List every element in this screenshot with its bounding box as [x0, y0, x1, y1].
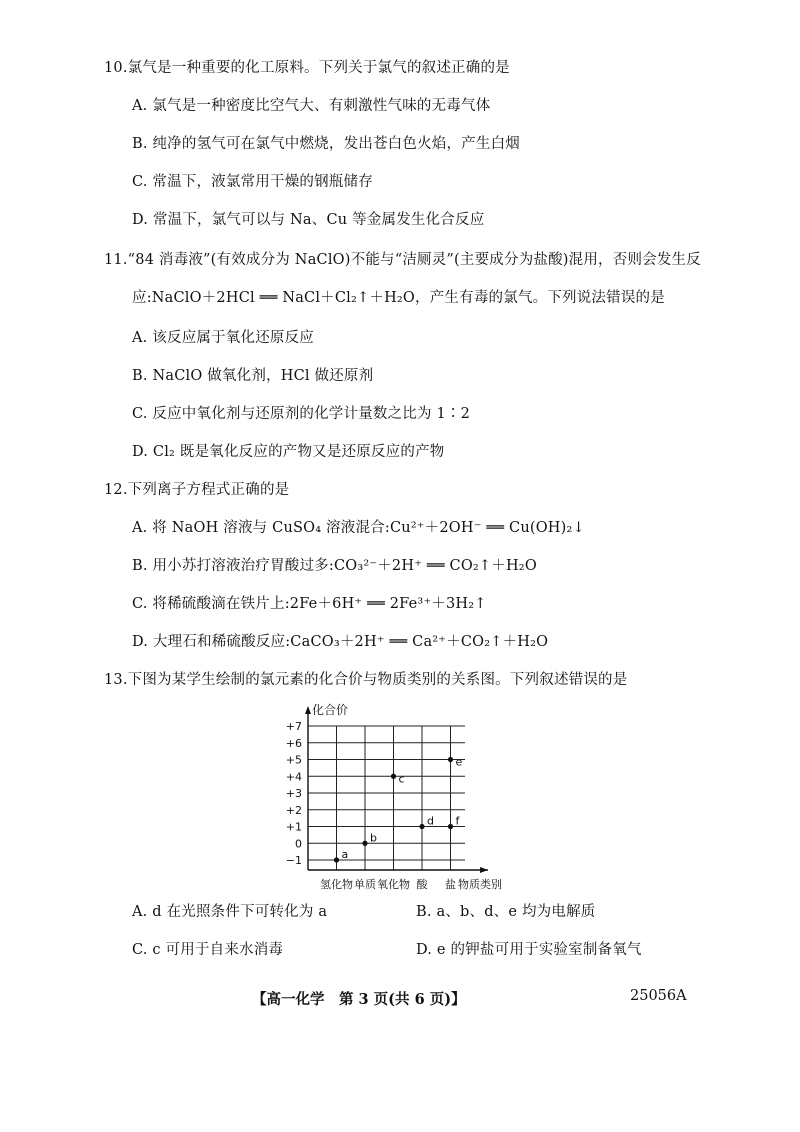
data-point-d — [419, 824, 424, 829]
question-11-option-a: A. 该反应属于氧化还原反应 — [132, 330, 314, 346]
y-tick-label: +3 — [285, 787, 302, 800]
page-footer-title: 【高一化学 第 3 页(共 6 页)】 — [252, 991, 466, 1008]
question-13-stem: 13.下图为某学生绘制的氯元素的化合价与物质类别的关系图。下列叙述错误的是 — [104, 672, 628, 688]
question-11-stem: 11.“84 消毒液”(有效成分为 NaClO)不能与“洁厕灵”(主要成分为盐酸)混用，否则会发生反 — [104, 252, 701, 268]
question-10-option-d: D. 常温下，氯气可以与 Na、Cu 等金属发生化合反应 — [132, 212, 485, 228]
question-12-option-a: A. 将 NaOH 溶液与 CuSO₄ 溶液混合:Cu²⁺＋2OH⁻ ══ Cu(OH)₂↓ — [132, 520, 585, 536]
question-12-option-b: B. 用小苏打溶液治疗胃酸过多:CO₃²⁻＋2H⁺ ══ CO₂↑＋H₂O — [132, 558, 537, 574]
data-point-label: f — [455, 814, 460, 828]
question-11-option-b: B. NaClO 做氧化剂，HCl 做还原剂 — [132, 368, 374, 384]
question-12-stem: 12.下列离子方程式正确的是 — [104, 482, 290, 498]
data-point-label: e — [455, 755, 463, 769]
x-axis-arrow — [480, 867, 488, 873]
data-point-e — [448, 757, 453, 762]
question-11-option-c: C. 反应中氧化剂与还原剂的化学计量数之比为 1∶2 — [132, 406, 471, 422]
question-13-option-b: B. a、b、d、e 均为电解质 — [416, 904, 596, 920]
question-11-stem-continued: 应:NaClO＋2HCl ══ NaCl＋Cl₂↑＋H₂O，产生有毒的氯气。下列说法错误的是 — [132, 290, 665, 306]
x-tick-label: 氧化物 — [377, 878, 410, 891]
question-10-option-b: B. 纯净的氢气可在氯气中燃烧，发出苍白色火焰，产生白烟 — [132, 136, 520, 152]
question-13-option-c: C. c 可用于自来水消毒 — [132, 942, 284, 958]
x-tick-label: 氢化物 — [320, 878, 353, 891]
y-tick-label: +2 — [285, 803, 302, 817]
y-tick-label: 0 — [295, 837, 302, 851]
y-axis-arrow — [305, 706, 311, 714]
data-point-c — [391, 774, 396, 779]
data-point-b — [362, 841, 367, 846]
y-tick-label: +6 — [285, 736, 302, 750]
data-point-f — [448, 824, 453, 829]
y-tick-label: +5 — [285, 753, 302, 767]
x-tick-label: 酸 — [416, 878, 428, 891]
y-tick-label: −1 — [285, 854, 302, 867]
question-10-stem: 10.氯气是一种重要的化工原料。下列关于氯气的叙述正确的是 — [104, 60, 510, 76]
question-11-option-d: D. Cl₂ 既是氧化反应的产物又是还原反应的产物 — [132, 444, 445, 460]
question-13-option-d: D. e 的钾盐可用于实验室制备氧气 — [416, 942, 642, 958]
data-point-label: c — [398, 772, 405, 786]
question-12-option-c: C. 将稀硫酸滴在铁片上:2Fe＋6H⁺ ══ 2Fe³⁺＋3H₂↑ — [132, 596, 487, 612]
data-point-label: b — [370, 831, 377, 845]
data-point-label: a — [341, 848, 349, 861]
y-tick-label: +7 — [285, 720, 302, 733]
y-tick-label: +1 — [285, 820, 302, 834]
x-tick-label: 单质 — [354, 878, 376, 891]
question-10-option-a: A. 氯气是一种密度比空气大、有刺激性气味的无毒气体 — [132, 98, 491, 114]
question-10-option-c: C. 常温下，液氯常用干燥的钢瓶储存 — [132, 174, 373, 190]
x-axis-label: 物质类别 — [458, 878, 502, 891]
data-point-label: d — [427, 814, 434, 828]
chart-svg — [270, 700, 520, 900]
question-12-option-d: D. 大理石和稀硫酸反应:CaCO₃＋2H⁺ ══ Ca²⁺＋CO₂↑＋H₂O — [132, 634, 549, 650]
question-13-option-a: A. d 在光照条件下可转化为 a — [132, 904, 328, 920]
y-tick-label: +4 — [285, 770, 302, 784]
y-axis-label: 化合价 — [312, 703, 349, 717]
x-tick-label: 盐 — [445, 878, 456, 891]
page-footer-code: 25056A — [630, 988, 687, 1004]
valence-category-chart — [270, 700, 520, 900]
data-point-a — [334, 857, 339, 862]
